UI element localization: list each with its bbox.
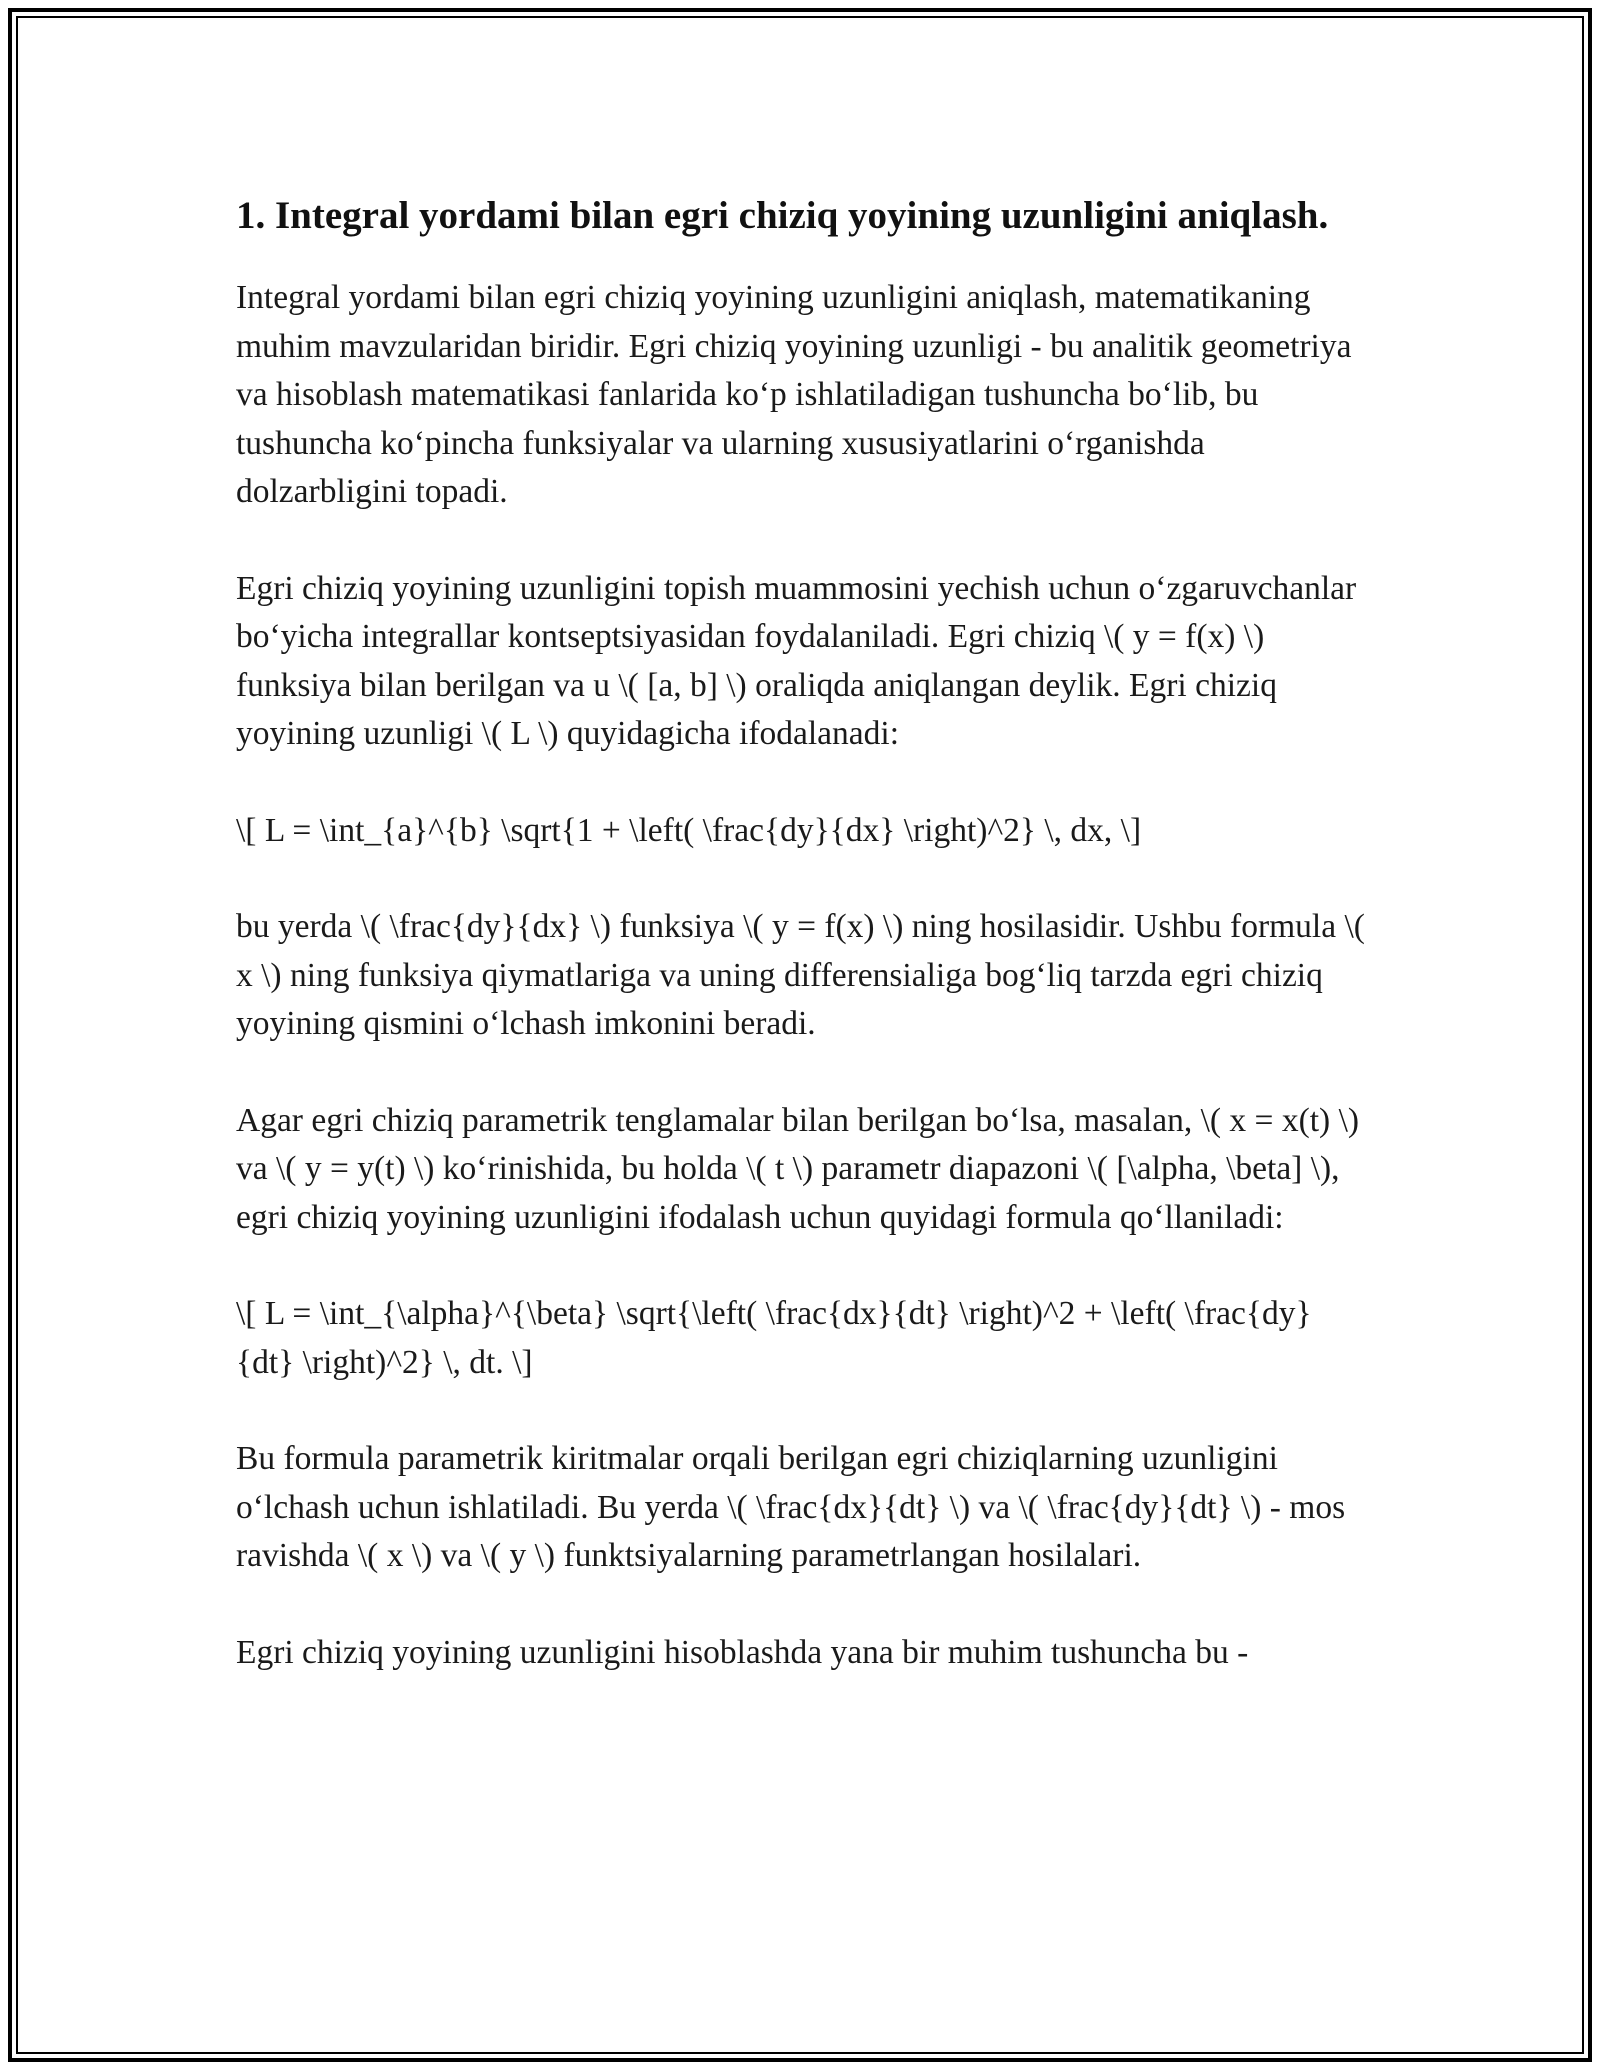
paragraph-intro: Integral yordami bilan egri chiziq yoyining uzunligini aniqlash, matematikaning muhim mavzularidan biridir. Egri chiziq yoyining uzunligi - bu analitik geometriya va hisoblash matematikasi fanlarida ko‘p ishlatiladigan tushuncha bo‘lib, bu tushuncha ko‘pincha funksiyalar va ularning xususiyatlarini o‘rganishda dolzarbligini topadi. bbox=[236, 279, 1352, 510]
paragraph-parametric-explanation: Bu formula parametrik kiritmalar orqali berilgan egri chiziqlarning uzunligini o‘lchash uchun ishlatiladi. Bu yerda \( \frac{dx}{dt} \) va \( \frac{dy}{dt} \) - mos ravishda \( x \) va \( y \) funktsiyalarning parametrlangan hosilalari. bbox=[236, 1440, 1346, 1574]
paragraph-parametric: Agar egri chiziq parametrik tenglamalar bilan berilgan bo‘lsa, masalan, \( x = x(t) \) va \( y = y(t) \) ko‘rinishida, bu holda \( t \) parametr diapazoni \( [\alpha, \beta] \), egri chiziq yoyining uzunligini ifodalash uchun quyidagi formula qo‘llaniladi: bbox=[236, 1101, 1360, 1236]
paragraph-derivative: bu yerda \( \frac{dy}{dx} \) funksiya \( y = f(x) \) ning hosilasidir. Ushbu formula \( x \) ning funksiya qiymatlariga va uning differensialiga bog‘liq tarzda egri chiziq yoyining qismini o‘lchash imkonini beradi. bbox=[236, 908, 1365, 1042]
formula-arc-length: \[ L = \int_{a}^{b} \sqrt{1 + \left( \frac{dy}{dx} \right)^2} \, dx, \] bbox=[236, 811, 1142, 849]
paragraph-continuation: Egri chiziq yoyining uzunligini hisoblashda yana bir muhim tushuncha bu - bbox=[236, 1633, 1249, 1671]
document-body bbox=[236, 188, 1366, 1725]
paragraph-definition: Egri chiziq yoyining uzunligini topish muammosini yechish uchun o‘zgaruvchanlar bo‘yicha integrallar kontseptsiyasidan foydalaniladi. Egri chiziq \( y = f(x) \) funksiya bilan berilgan va u \( [a, b] \) oraliqda aniqlangan deylik. Egri chiziq yoyining uzunligi \( L \) quyidagicha ifodalanadi: bbox=[236, 569, 1357, 752]
section-heading: 1. Integral yordami bilan egri chiziq yoyining uzunligini aniqlash. bbox=[236, 194, 1329, 237]
formula-parametric-arc-length: \[ L = \int_{\alpha}^{\beta} \sqrt{\left( \frac{dx}{dt} \right)^2 + \left( \frac{dy}{dt} \right)^2} \, dt. \] bbox=[236, 1295, 1312, 1381]
